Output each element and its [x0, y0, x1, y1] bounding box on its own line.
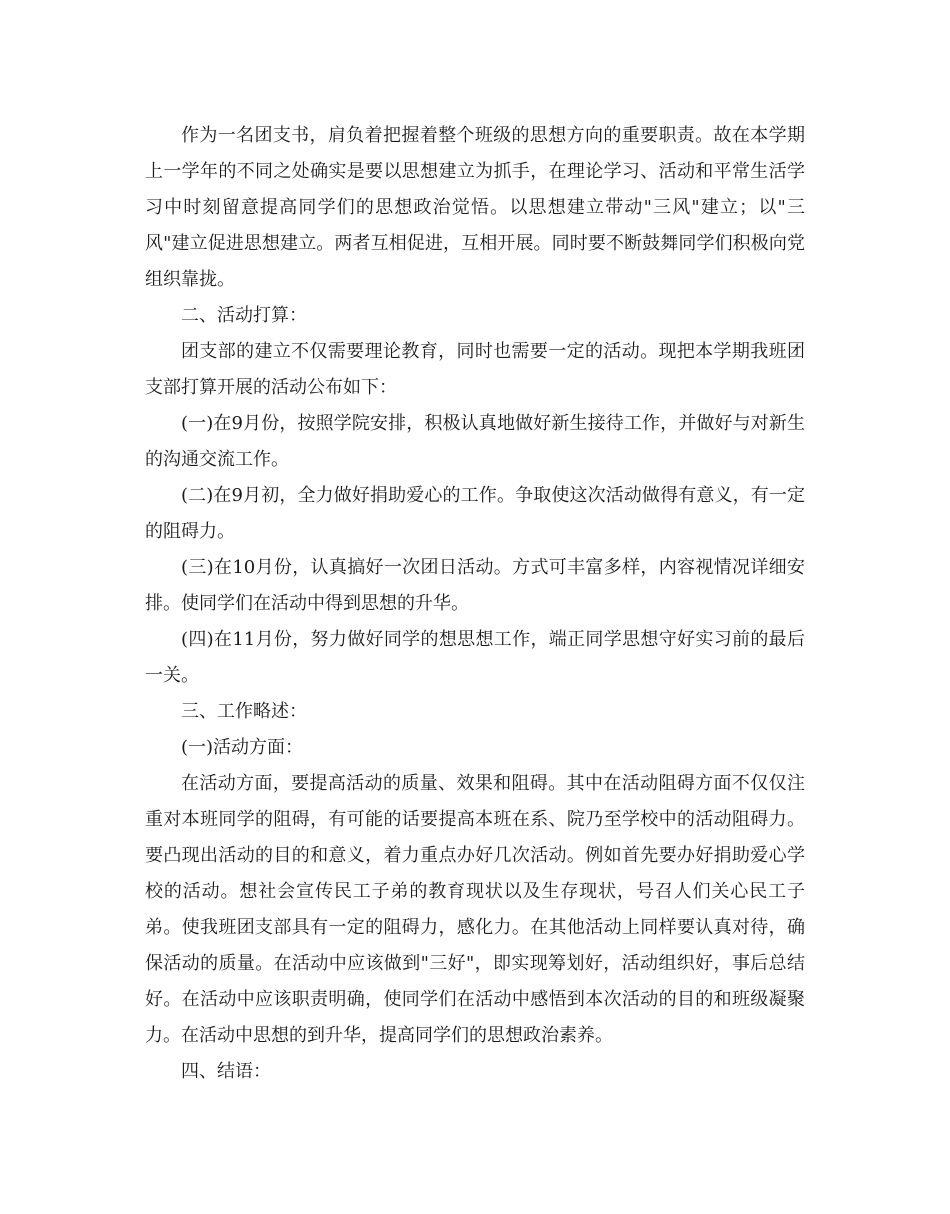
heading-conclusion: 四、结语： [181, 1061, 271, 1082]
paragraph-intro: 作为一名团支书，肩负着把握着整个班级的思想方向的重要职责。故在本学期上一学年的不同之处确实是要以思想建立为抓手，在理论学习、活动和平常生活学习中时刻留意提高同学们的思想政治觉悟。以思想建立带动"三风"建立；以"三风"建立促进思想建立。两者互相促进，互相开展。同时要不断鼓舞同学们积极向党组织靠拢。 [145, 125, 805, 290]
subheading-activity-aspect: (一)活动方面： [181, 737, 304, 758]
list-item-october-league-day: (三)在10月份，认真搞好一次团日活动。方式可丰富多样，内容视情况详细安排。使同学们在活动中得到思想的升华。 [145, 557, 805, 614]
list-item-september-donation: (二)在9月初，全力做好捐助爱心的工作。争取使这次活动做得有意义，有一定的阻碍力。 [145, 485, 805, 542]
heading-work-summary: 三、工作略述： [181, 701, 307, 722]
list-item-november-thought-work: (四)在11月份，努力做好同学的想思想工作，端正同学思想守好实习前的最后一关。 [145, 629, 805, 686]
paragraph-activity-details: 在活动方面，要提高活动的质量、效果和阻碍。其中在活动阻碍方面不仅仅注重对本班同学的阻碍，有可能的话要提高本班在系、院乃至学校中的活动阻碍力。要凸现出活动的目的和意义，着力重点办好几次活动。例如首先要办好捐助爱心学校的活动。想社会宣传民工子弟的教育现状以及生存现状，号召人们关心民工子弟。使我班团支部具有一定的阻碍力，感化力。在其他活动上同样要认真对待，确保活动的质量。在活动中应该做到"三好"，即实现筹划好，活动组织好，事后总结好。在活动中应该职责明确，使同学们在活动中感悟到本次活动的目的和班级凝聚力。在活动中思想的到升华，提高同学们的思想政治素养。 [145, 773, 805, 1046]
heading-activity-plan: 二、活动打算： [181, 305, 307, 326]
paragraph-activity-overview: 团支部的建立不仅需要理论教育，同时也需要一定的活动。现把本学期我班团支部打算开展的活动公布如下： [145, 341, 805, 398]
document-body [145, 118, 805, 1090]
list-item-september-reception: (一)在9月份，按照学院安排，积极认真地做好新生接待工作，并做好与对新生的沟通交流工作。 [145, 413, 805, 470]
